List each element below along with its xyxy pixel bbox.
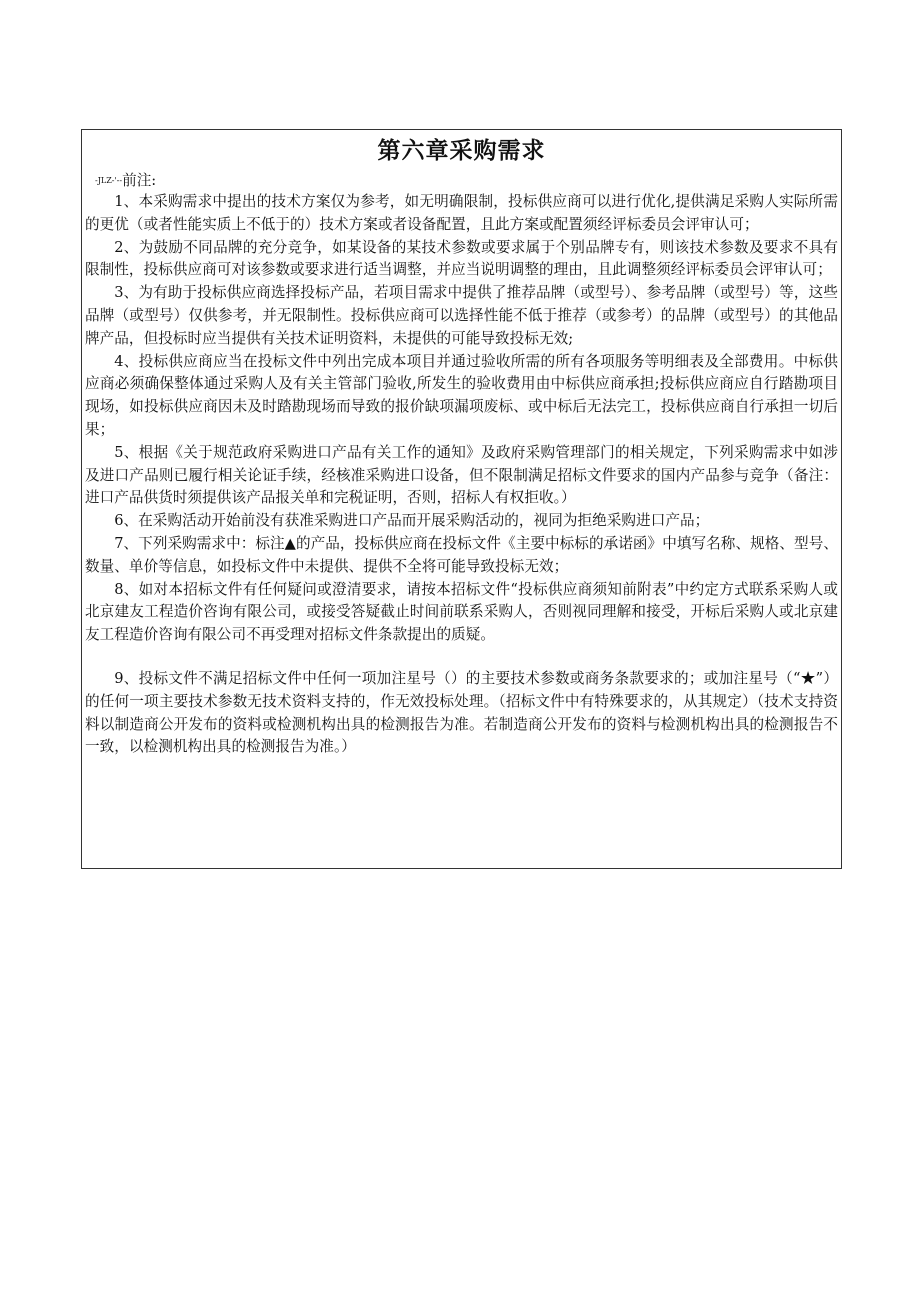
preface-label: 前注: xyxy=(122,172,157,189)
chapter-title: 第六章采购需求 xyxy=(377,138,546,164)
requirement-paragraph-7: 7、下列采购需求中：标注▲的产品，投标供应商在投标文件《主要中标标的承诺函》中填写名称、规格、型号、数量、单价等信息，如投标文件中未提供、提供不全将可能导致投标无效； xyxy=(85,534,838,575)
preface-mark: -JLZ-'-- xyxy=(95,176,123,185)
requirement-paragraph-4: 4、投标供应商应当在投标文件中列出完成本项目并通过验收所需的所有各项服务等明细表及全部费用。中标供应商必须确保整体通过采购人及有关主管部门验收,所发生的验收费用由中标供应商承担;投标供应商应自行踏勘项目现场，如投标供应商因未及时踏勘现场而导致的报价缺项漏项废标、或中标后无法完工，投标供应商自行承担一切后果； xyxy=(85,352,838,438)
requirement-paragraph-5: 5、根据《关于规范政府采购进口产品有关工作的通知》及政府采购管理部门的相关规定，下列采购需求中如涉及进口产品则已履行相关论证手续，经核准采购进口设备，但不限制满足招标文件要求的国内产品参与竞争（备注：进口产品供货时须提供该产品报关单和完税证明，否则，招标人有权拒收。） xyxy=(85,443,838,507)
requirement-paragraph-2: 2、为鼓励不同品牌的充分竞争，如某设备的某技术参数或要求属于个别品牌专有，则该技术参数及要求不具有限制性，投标供应商可对该参数或要求进行适当调整，并应当说明调整的理由，且此调整须经评标委员会评审认可； xyxy=(85,238,838,279)
requirement-paragraph-6: 6、在采购活动开始前没有获准采购进口产品而开展采购活动的，视同为拒绝采购进口产品； xyxy=(114,512,710,530)
preface-heading xyxy=(95,171,838,191)
requirement-paragraph-1: 1、本采购需求中提出的技术方案仅为参考，如无明确限制，投标供应商可以进行优化,提供满足采购人实际所需的更优（或者性能实质上不低于的）技术方案或者设备配置，且此方案或配置须经评标委员会评审认可； xyxy=(85,193,838,233)
requirement-paragraph-9: 9、投标文件不满足招标文件中任何一项加注星号（）的主要技术参数或商务条款要求的；或加注星号（“★”）的任何一项主要技术参数无技术资料支持的，作无效投标处理。（招标文件中有特殊要求的，从其规定）（技术支持资料以制造商公开发布的资料或检测机构出具的检测报告为准。若制造商公开发布的资料与检测机构出具的检测报告不一致，以检测机构出具的检测报告为准。） xyxy=(85,669,838,756)
requirement-paragraph-3: 3、为有助于投标供应商选择投标产品，若项目需求中提供了推荐品牌（或型号）、参考品牌（或型号）等，这些品牌（或型号）仅供参考，并无限制性。投标供应商可以选择性能不低于推荐（或参考）的品牌（或型号）的其他品牌产品，但投标时应当提供有关技术证明资料，未提供的可能导致投标无效; xyxy=(85,284,838,347)
requirement-paragraph-8: 8、如对本招标文件有任何疑问或澄清要求，请按本招标文件“投标供应商须知前附表”中约定方式联系采购人或北京建友工程造价咨询有限公司，或接受答疑截止时间前联系采购人，否则视同理解和接受，开标后采购人或北京建友工程造价咨询有限公司不再受理对招标文件条款提出的质疑。 xyxy=(85,580,838,644)
document-frame xyxy=(81,129,842,869)
